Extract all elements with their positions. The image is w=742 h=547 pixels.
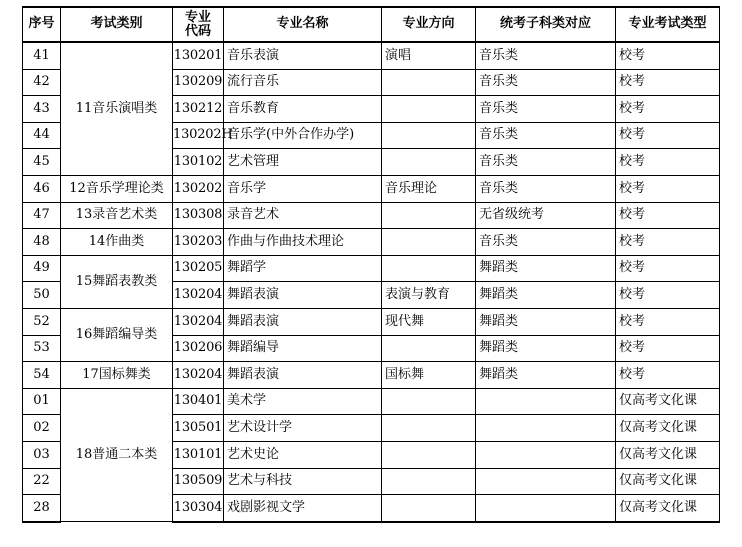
table-row [23,229,720,256]
cell-exam-type: 校考 [616,229,720,256]
cell-category: 18普通二本类 [61,388,173,521]
cell-unified: 音乐类 [476,122,616,149]
cell-seq: 03 [23,441,61,468]
cell-code: 130204 [173,362,224,389]
cell-code: 130501 [173,415,224,442]
table-header [23,7,720,42]
cell-code: 130509 [173,468,224,495]
cell-code: 130203 [173,229,224,256]
cell-exam-type: 仅高考文化课 [616,441,720,468]
cell-category: 12音乐学理论类 [61,175,173,202]
cell-unified [476,468,616,495]
table-row [23,308,720,335]
cell-category: 15舞蹈表教类 [61,255,173,308]
cell-unified: 音乐类 [476,175,616,202]
header-name: 专业名称 [224,7,382,42]
cell-exam-type: 校考 [616,149,720,176]
cell-code: 130401 [173,388,224,415]
cell-code: 130212 [173,96,224,123]
cell-direction [382,229,476,256]
cell-name: 作曲与作曲技术理论 [224,229,382,256]
cell-category: 17国标舞类 [61,362,173,389]
cell-direction [382,468,476,495]
cell-exam-type: 仅高考文化课 [616,388,720,415]
cell-seq: 44 [23,122,61,149]
cell-exam-type: 校考 [616,255,720,282]
cell-name: 戏剧影视文学 [224,495,382,522]
cell-direction [382,388,476,415]
cell-seq: 47 [23,202,61,229]
cell-seq: 43 [23,96,61,123]
cell-unified: 无省级统考 [476,202,616,229]
cell-unified: 音乐类 [476,149,616,176]
cell-category: 16舞蹈编导类 [61,308,173,361]
cell-name: 音乐表演 [224,42,382,69]
cell-category: 13录音艺术类 [61,202,173,229]
cell-direction [382,495,476,522]
table-row [23,362,720,389]
table-row [23,202,720,229]
cell-direction: 国标舞 [382,362,476,389]
cell-code: 130204 [173,282,224,309]
cell-seq: 28 [23,495,61,522]
cell-name: 舞蹈学 [224,255,382,282]
cell-code: 130206 [173,335,224,362]
cell-unified [476,441,616,468]
cell-code: 130101 [173,441,224,468]
header-code-line1: 专业 [184,9,211,25]
cell-exam-type: 校考 [616,308,720,335]
header-unified: 统考子科类对应 [476,7,616,42]
cell-name: 音乐学(中外合作办学) [224,122,382,149]
table-row [23,255,720,282]
major-table [22,6,720,523]
cell-name: 艺术管理 [224,149,382,176]
cell-name: 艺术设计学 [224,415,382,442]
cell-name: 美术学 [224,388,382,415]
cell-seq: 41 [23,42,61,69]
cell-unified: 舞蹈类 [476,255,616,282]
cell-direction [382,149,476,176]
cell-unified: 舞蹈类 [476,308,616,335]
cell-unified: 音乐类 [476,69,616,96]
cell-name: 音乐学 [224,175,382,202]
cell-exam-type: 仅高考文化课 [616,415,720,442]
cell-unified: 舞蹈类 [476,335,616,362]
header-category: 考试类别 [61,7,173,42]
cell-direction [382,335,476,362]
cell-direction: 演唱 [382,42,476,69]
cell-direction: 音乐理论 [382,175,476,202]
cell-unified [476,388,616,415]
cell-code: 130202 [173,175,224,202]
cell-category: 11音乐演唱类 [61,42,173,175]
cell-direction [382,69,476,96]
cell-seq: 45 [23,149,61,176]
cell-direction [382,415,476,442]
cell-seq: 02 [23,415,61,442]
cell-unified [476,495,616,522]
cell-name: 音乐教育 [224,96,382,123]
table-row [23,42,720,69]
table-row [23,388,720,415]
cell-exam-type: 校考 [616,122,720,149]
header-row [23,7,720,42]
table-body [23,42,720,522]
cell-direction [382,255,476,282]
cell-code: 130102 [173,149,224,176]
cell-exam-type: 校考 [616,96,720,123]
cell-direction [382,96,476,123]
cell-code: 130308 [173,202,224,229]
cell-seq: 46 [23,175,61,202]
cell-seq: 54 [23,362,61,389]
cell-code: 130204 [173,308,224,335]
cell-seq: 49 [23,255,61,282]
header-exam-type: 专业考试类型 [616,7,720,42]
cell-exam-type: 校考 [616,362,720,389]
cell-direction [382,122,476,149]
cell-seq: 50 [23,282,61,309]
cell-name: 流行音乐 [224,69,382,96]
cell-exam-type: 校考 [616,202,720,229]
cell-name: 录音艺术 [224,202,382,229]
cell-code: 130209 [173,69,224,96]
cell-seq: 01 [23,388,61,415]
header-code-line2: 代码 [184,23,211,39]
cell-unified: 舞蹈类 [476,362,616,389]
cell-unified [476,415,616,442]
cell-direction [382,441,476,468]
cell-code: 130205 [173,255,224,282]
cell-unified: 音乐类 [476,42,616,69]
cell-seq: 22 [23,468,61,495]
header-seq: 序号 [23,7,61,42]
cell-direction [382,202,476,229]
cell-exam-type: 校考 [616,282,720,309]
cell-name: 舞蹈表演 [224,362,382,389]
cell-exam-type: 校考 [616,335,720,362]
header-code [173,7,224,42]
cell-seq: 52 [23,308,61,335]
cell-exam-type: 校考 [616,42,720,69]
cell-seq: 48 [23,229,61,256]
cell-code: 130201 [173,42,224,69]
cell-exam-type: 仅高考文化课 [616,468,720,495]
cell-direction: 表演与教育 [382,282,476,309]
cell-name: 舞蹈表演 [224,282,382,309]
cell-unified: 音乐类 [476,96,616,123]
header-direction: 专业方向 [382,7,476,42]
cell-exam-type: 仅高考文化课 [616,495,720,522]
cell-name: 艺术史论 [224,441,382,468]
cell-name: 艺术与科技 [224,468,382,495]
table-row [23,175,720,202]
cell-direction: 现代舞 [382,308,476,335]
cell-name: 舞蹈表演 [224,308,382,335]
cell-exam-type: 校考 [616,175,720,202]
cell-seq: 53 [23,335,61,362]
cell-seq: 42 [23,69,61,96]
cell-code: 130202H [173,122,224,149]
cell-unified: 舞蹈类 [476,282,616,309]
cell-code: 130304 [173,495,224,522]
cell-category: 14作曲类 [61,229,173,256]
cell-name: 舞蹈编导 [224,335,382,362]
cell-unified: 音乐类 [476,229,616,256]
cell-exam-type: 校考 [616,69,720,96]
